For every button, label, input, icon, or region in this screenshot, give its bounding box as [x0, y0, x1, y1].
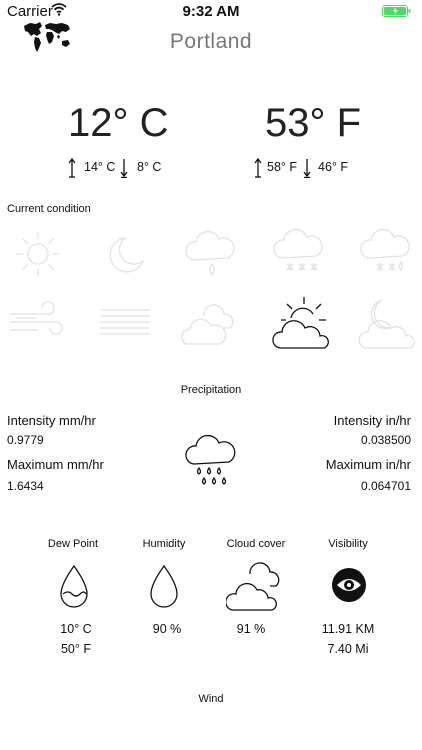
partly-cloudy-night-icon — [356, 296, 416, 352]
temperature-celsius: 12° C — [68, 101, 169, 145]
status-bar — [0, 0, 422, 22]
cloud-cover-icon — [226, 558, 286, 614]
sun-icon — [12, 228, 64, 280]
humidity-drop-icon — [148, 564, 180, 610]
cloud-cover-label: Cloud cover — [226, 538, 286, 550]
moon-icon — [103, 228, 155, 280]
visibility-label: Visibility — [328, 538, 368, 550]
celsius-high: 14° C — [84, 160, 116, 174]
maximum-mm-value: 1.6434 — [7, 479, 44, 493]
visibility-eye-icon — [331, 567, 367, 603]
maximum-in-label: Maximum in/hr — [325, 457, 411, 472]
humidity-label: Humidity — [142, 538, 186, 550]
fog-icon — [96, 306, 154, 338]
cloud-sleet-icon — [357, 224, 415, 282]
intensity-mm-label: Intensity mm/hr — [7, 413, 96, 428]
low-arrow-icon — [119, 158, 129, 178]
clock: 9:32 AM — [182, 3, 240, 20]
cloudy-icon — [180, 298, 240, 350]
battery-icon — [382, 5, 410, 17]
maximum-in-value: 0.064701 — [360, 479, 411, 493]
precipitation-label: Precipitation — [180, 384, 242, 396]
current-condition-label: Current condition — [7, 203, 91, 215]
cloud-rain-icon — [183, 430, 241, 492]
partly-cloudy-day-icon — [268, 294, 330, 352]
high-arrow-icon — [67, 158, 77, 178]
cloud-cover-value: 91 % — [236, 622, 266, 636]
cloud-rain-icon — [182, 224, 240, 282]
visibility-mi: 7.40 Mi — [327, 642, 369, 656]
city-title: Portland — [169, 30, 253, 53]
carrier-label: Carrier — [7, 3, 53, 20]
fahrenheit-low: 46° F — [318, 160, 349, 174]
intensity-in-value: 0.038500 — [360, 433, 411, 447]
wind-label: Wind — [198, 693, 224, 705]
maximum-mm-label: Maximum mm/hr — [7, 457, 104, 472]
cloud-snow-icon — [270, 224, 328, 282]
high-arrow-icon — [253, 158, 263, 178]
wind-icon — [8, 300, 64, 342]
visibility-km: 11.91 KM — [321, 622, 375, 636]
fahrenheit-high: 58° F — [267, 160, 298, 174]
dew-point-icon — [58, 564, 90, 610]
temperature-fahrenheit: 53° F — [265, 101, 362, 145]
low-arrow-icon — [302, 158, 312, 178]
dew-point-celsius: 10° C — [60, 622, 92, 636]
humidity-value: 90 % — [152, 622, 182, 636]
celsius-low: 8° C — [137, 160, 162, 174]
intensity-in-label: Intensity in/hr — [333, 413, 411, 428]
dew-point-label: Dew Point — [47, 538, 99, 550]
dew-point-fahrenheit: 50° F — [60, 642, 91, 656]
intensity-mm-value: 0.9779 — [7, 433, 44, 447]
